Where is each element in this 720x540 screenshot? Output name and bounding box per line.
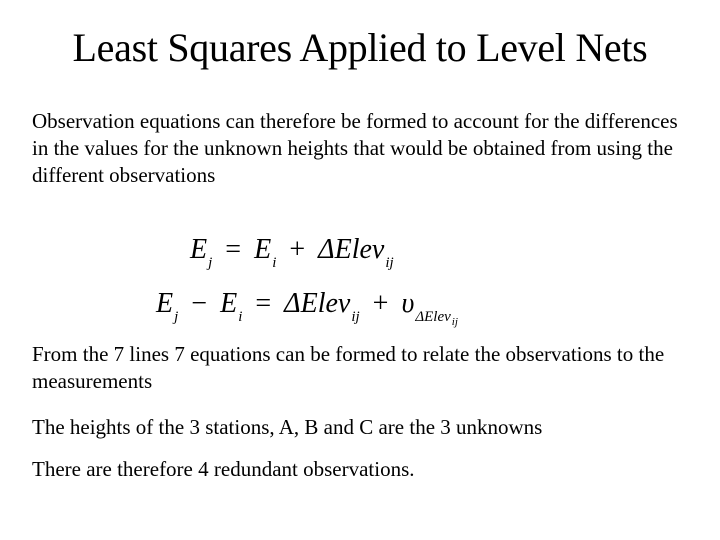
- lines-paragraph: From the 7 lines 7 equations can be formed to relate the observations to the measurements: [32, 342, 665, 393]
- eq2-term3: υ: [401, 288, 415, 319]
- eq2-lhs: E: [156, 288, 174, 319]
- eq1-term2: ΔElev: [318, 234, 385, 265]
- eq1-term2-sub: ij: [385, 255, 394, 271]
- eq2-term1: E: [220, 288, 238, 319]
- eq2-term3-subsub: ij: [451, 316, 458, 328]
- eq2-term3-sub: [415, 309, 458, 328]
- eq2-term2: ΔElev: [284, 288, 351, 319]
- eq2-lhs-sub: j: [174, 309, 179, 325]
- equation-2: [156, 286, 458, 328]
- equation-1: [190, 232, 394, 271]
- eq2-minus: −: [191, 288, 208, 319]
- eq1-term1: E: [254, 234, 272, 265]
- eq1-lhs: E: [190, 234, 208, 265]
- eq1-term1-sub: i: [272, 255, 277, 271]
- intro-paragraph: Observation equations can therefore be formed to account for the differences in the values for the unknown heights that would be obtained from using the different observations: [32, 109, 678, 187]
- unknowns-paragraph: The heights of the 3 stations, A, B and C are the 3 unknowns: [32, 415, 543, 439]
- redundant-paragraph: There are therefore 4 redundant observations.: [32, 457, 415, 481]
- eq1-plus: +: [289, 234, 306, 265]
- eq2-term3-sub-text: ΔElev: [415, 309, 451, 325]
- eq2-term1-sub: i: [238, 309, 243, 325]
- eq1-lhs-sub: j: [208, 255, 213, 271]
- eq1-equals: =: [225, 234, 242, 265]
- eq2-term2-sub: ij: [351, 309, 360, 325]
- eq2-equals: =: [255, 288, 272, 319]
- slide-title: Least Squares Applied to Level Nets: [72, 25, 648, 70]
- eq2-plus: +: [372, 288, 389, 319]
